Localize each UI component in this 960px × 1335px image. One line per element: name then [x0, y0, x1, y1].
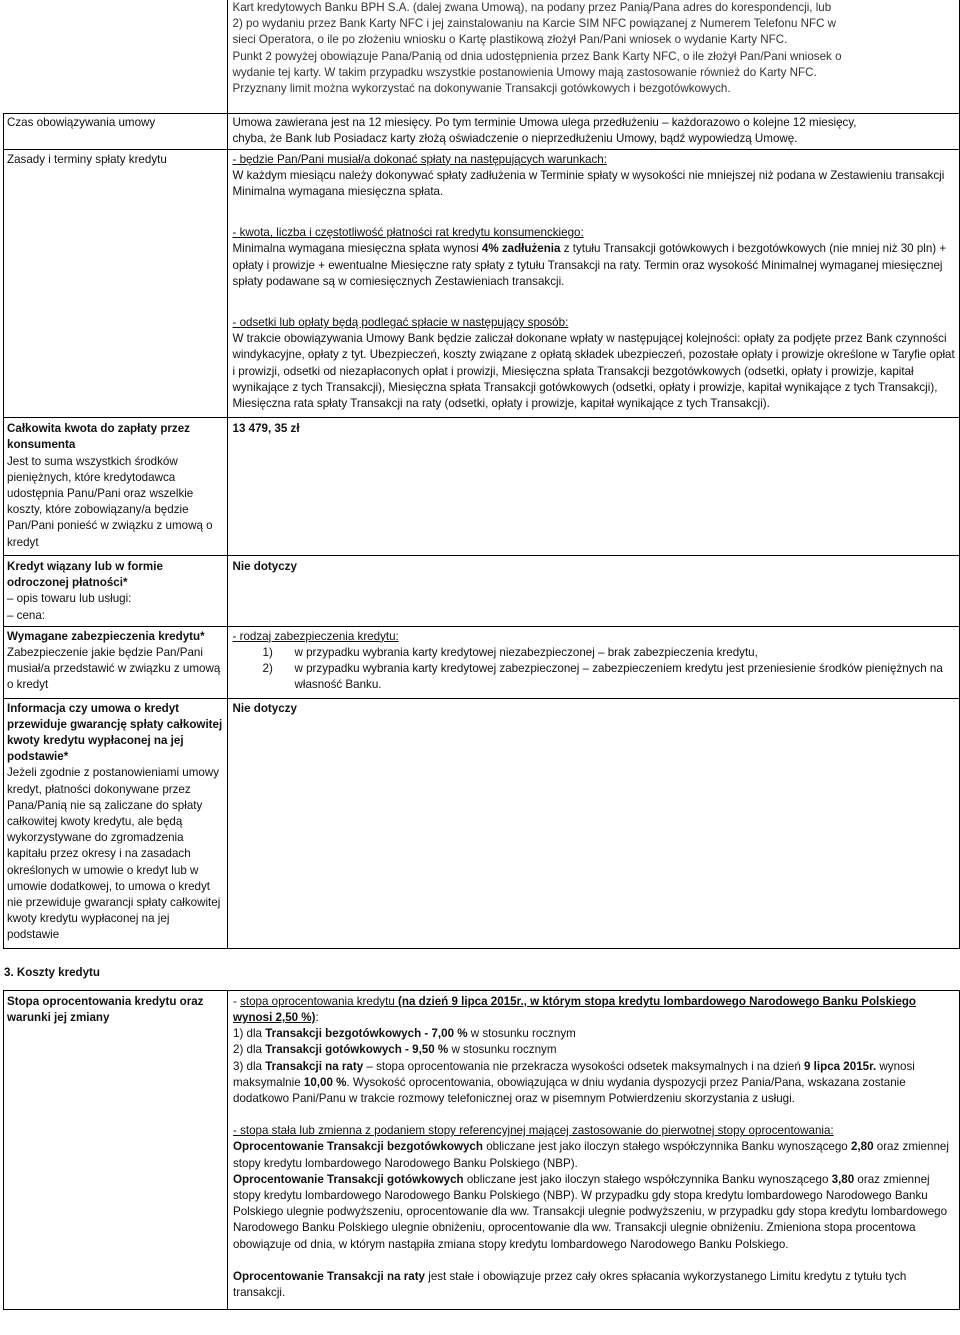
stopa-s3-e: jest stałe i obowiązuje przez cały okres spłacania wykorzystanego Limitu kredytu z tytułu tych transakcji. [233, 1269, 907, 1300]
top-line: 2) po wydaniu przez Bank Karty NFC i jej zainstalowaniu na Karcie SIM NFC powiązanej z Numerem Telefonu NFC w [232, 17, 837, 31]
top-left-cell [4, 0, 228, 101]
section-title: 3. Koszty kredytu [4, 965, 100, 979]
stopa-l3-a: 3) dla [233, 1059, 266, 1073]
top-line: Punkt 2 powyżej obowiązuje Pana/Panią od dnia udostępnienia przez Bank Karty NFC, o ile złożył Pan/Pani wniosek o [232, 49, 842, 63]
stopa-label: Stopa oprocentowania kredytu oraz warunki jej zmiany [4, 990, 228, 1309]
czas-text-1: Umowa zawierana jest na 12 miesięcy. Po tym terminie Umowa ulega przedłużeniu – każdorazowo o kolejne 12 miesięcy, [232, 116, 857, 130]
row-zabezpieczenia [4, 626, 960, 698]
row-calkowita [4, 418, 960, 556]
top-line: Kart kredytowych Banku BPH S.A. (dalej zwana Umową), na podany przez Panią/Pana adres do korespondencji, lub [232, 1, 832, 14]
stopa-l3-b: Transakcji na raty [265, 1059, 364, 1073]
wiazany-label [4, 555, 228, 626]
stopa-line-2 [233, 1042, 957, 1058]
stopa-l3-d: 9 lipca 2015r. [804, 1059, 877, 1073]
stopa-l3-e: wynosi maksymalnie [233, 1059, 915, 1089]
list-number: 1) [262, 645, 273, 659]
stopa-l1-b: Transakcji bezgotówkowych - 7,00 % [265, 1027, 468, 1041]
stopa-l3-g: . Wysokość oprocentowania, obowiązująca w dniu wydania dyspozycji przez Pania/Pana, wskazana zostanie dodatkowo Pani/Panu w trakcie rozmowy telefonicznej oraz w pisemnym Potwierdzeniu skorzystania z usługi. [233, 1075, 906, 1105]
stopa-head-u: stopa oprocentowania kredytu [240, 994, 395, 1008]
stopa-s2-b: Oprocentowanie Transakcji gotówkowych [233, 1172, 464, 1186]
zasady-value [227, 149, 959, 418]
row-zasady [4, 149, 960, 418]
stopa-s1-e: oraz zmiennej stopy kredytu lombardowego Narodowego Banku Polskiego (NBP). [233, 1140, 949, 1170]
row-czas [4, 114, 960, 149]
zabezpieczenia-value [227, 626, 959, 698]
zasady-label: Zasady i terminy spłaty kredytu [4, 149, 228, 418]
stopa-line-1 [233, 1026, 957, 1042]
list-text: w przypadku wybrania karty kredytowej zabezpieczonej – zabezpieczeniem kredytu jest przeniesienie środków pieniężnych na własność Banku. [294, 662, 943, 692]
stopa-head [233, 994, 957, 1026]
zasady-p1-head: - będzie Pan/Pani musiał/a dokonać spłaty na następujących warunkach: [232, 152, 607, 166]
stopa-s1-v: 2,80 [850, 1140, 874, 1154]
stopa-l1-c: w stosunku rocznym [467, 1027, 576, 1041]
calkowita-value: 13 479, 35 zł [227, 418, 959, 556]
row-stopa [4, 990, 960, 1309]
zabezpieczenia-label [4, 626, 228, 698]
stopa-s2-a: obliczane jest jako iloczyn stałego współczynnika Banku wynoszącego [463, 1172, 832, 1186]
terms-table [3, 0, 960, 949]
stopa-l1-a: 1) dla [233, 1027, 266, 1041]
stopa-s1-a: obliczane jest jako iloczyn stałego współczynnika Banku wynoszącego [482, 1140, 851, 1154]
wiazany-value: Nie dotyczy [227, 555, 959, 626]
stopa-s1-b: Oprocentowanie Transakcji bezgotówkowych [233, 1140, 483, 1154]
stopa-l3-f: 10,00 % [303, 1075, 347, 1089]
wiazany-label-bold: Kredyt wiązany lub w formie odroczonej płatności* [7, 559, 163, 590]
costs-table [3, 990, 960, 1310]
zasady-p2-b: 4% zadłużenia [481, 242, 561, 256]
stopa-l2-c: w stosunku rocznym [448, 1043, 557, 1057]
calkowita-label [4, 418, 228, 556]
wiazany-item-2: – cena: [7, 608, 46, 622]
row-wiazany [4, 555, 960, 626]
list-number: 2) [262, 662, 273, 676]
stopa-s2-v: 3,80 [831, 1172, 855, 1186]
stopa-s3-b: Oprocentowanie Transakcji na raty [233, 1269, 426, 1283]
top-line: sieci Operatora, o ile po złożeniu wniosku o Kartę plastikową złożył Pan/Pani wniosek o wydanie Karty NFC. [232, 33, 788, 47]
wiazany-item-1: – opis towaru lub usługi: [7, 592, 132, 606]
top-line: wydanie tej karty. W takim przypadku wszystkie postanowienia Umowy mają zastosowanie również do Karty NFC. [232, 65, 817, 79]
list-item [233, 661, 957, 693]
zasady-p3-body: W trakcie obowiązywania Umowy Bank będzie zaliczał dokonane wpłaty w następującej kolejności: opłaty za podjęte przez Bank czynności windykacyjne, opłaty z tyt. Ubezpieczeń, koszty związane z opłatą składek ubezpieczeń, pozostałe opłaty i prowizje określone w Taryfie opłat i prowizji, odsetki od niezapłaconych opłat i prowizji, Miesięczna spłata Transakcji bezgotówkowych (odsetki, opłaty i prowizje, kapitał wynikające z tych Transakcji), Miesięczna spłata Transakcji gotówkowych (odsetki, opłaty i prowizje, kapitał wynikające z tych Transakcji), Miesięczna rata spłaty Transakcji na raty (odsetki, opłaty i prowizje, kapitał wynikające z tych Transakcji). [232, 332, 955, 411]
top-row [4, 0, 960, 101]
gwarancja-value: Nie dotyczy [227, 698, 959, 948]
zabezpieczenia-label-bold: Wymagane zabezpieczenia kredytu* [7, 629, 205, 643]
czas-label: Czas obowiązywania umowy [4, 114, 228, 149]
calkowita-label-bold: Całkowita kwota do zapłaty przez konsumenta [7, 422, 190, 452]
zabezpieczenia-head: - rodzaj zabezpieczenia kredytu: [232, 629, 399, 643]
stopa-l3-c: – stopa oprocentowania nie przekracza wysokości odsetek maksymalnych i na dzień [363, 1059, 804, 1073]
row-gwarancja [4, 698, 960, 948]
zasady-p2-head: - kwota, liczba i częstotliwość płatności rat kredytu konsumenckiego: [232, 226, 584, 240]
stopa-head-bold: (na dzień 9 lipca 2015r., w którym stopa kredytu lombardowego Narodowego Banku Polskiego wynosi 2,50 %) [233, 994, 916, 1024]
list-item [233, 645, 957, 661]
stopa-l2-a: 2) dla [233, 1043, 266, 1057]
calkowita-label-text: Jest to suma wszystkich środków pieniężnych, które kredytodawca udostępnia Panu/Pani oraz wszelkie koszty, które zobowiązany/a będzie Pan/Pani ponieść w związku z umową o kredyt [7, 454, 213, 549]
czas-value [227, 114, 959, 149]
czas-text-2: chyba, że Bank lub Posiadacz karty złożą oświadczenie o nieprzedłużeniu Umowy, bądź wypowiedzą Umowę. [232, 132, 798, 146]
stopa-s2-e: oraz zmiennej stopy kredytu lombardowego Narodowego Banku Polskiego (NBP). W przypadku gdy stopa kredytu lombardowego Narodowego Banku Polskiego ulegnie podwyższeniu, oprocentowanie dla ww. Transakcji ulegnie podwyższeniu, w przypadku gdy stopa kredytu lombardowego Narodowego Banku Polskiego ulegnie obniżeniu, oprocentowanie dla ww. Transakcji ulegnie obniżeniu. Zmieniona stopa procentowa obowiązuje od dnia, w którym nastąpiła zmiana stopy kredytu lombardowego Narodowego Banku Polskiego. [233, 1172, 948, 1251]
stopa-l2-b: Transakcji gotówkowych - 9,50 % [265, 1043, 449, 1057]
stopa-head-pre: - [233, 994, 241, 1008]
stopa-head-end: : [315, 1010, 319, 1024]
zabezpieczenia-list [233, 645, 957, 694]
zasady-p1-body: W każdym miesiącu należy dokonywać spłaty zadłużenia w Terminie spłaty w wysokości nie mniejszej niż podana w Zestawieniu transakcji Minimalna wymagana miesięczna spłata. [232, 168, 945, 199]
stopa-s-head: - stopa stała lub zmienna z podaniem stopy referencyjnej mającej zastosowanie do pierwotnej stopy oprocentowania: [233, 1124, 834, 1138]
gwarancja-label [4, 698, 228, 948]
zasady-p2-c: z tytułu Transakcji gotówkowych i bezgotówkowych (nie mniej niż 30 pln) + opłaty i prowizje + ewentualne Miesięczne raty spłaty z tytułu Transakcji na raty. Termin oraz wysokość Minimalnej wymaganej miesięcznej spłaty podawane są w comiesięcznych Zestawieniach transakcji. [232, 242, 947, 288]
stopa-line-3 [233, 1059, 957, 1108]
zasady-p2-a: Minimalna wymagana miesięczna spłata wynosi [232, 242, 482, 256]
stopa-value [228, 990, 960, 1309]
stopa-s3 [233, 1269, 957, 1301]
list-text: w przypadku wybrania karty kredytowej niezabezpieczonej – brak zabezpieczenia kredytu, [294, 645, 758, 659]
top-line: Przyznany limit można wykorzystać na dokonywanie Transakcji gotówkowych i bezgotówkowych. [232, 82, 731, 96]
gwarancja-label-bold: Informacja czy umowa o kredyt przewiduje gwarancję spłaty całkowitej kwoty kredytu wypłaconej na jej podstawie* [7, 701, 223, 764]
gwarancja-label-text: Jeżeli zgodnie z postanowieniami umowy kredyt, płatności dokonywane przez Pana/Panią nie są zaliczane do spłaty całkowitej kwoty kredytu, ale będą wykorzystywane do zgromadzenia kapitału przez okresy i na zasadach określonych w umowie o kredyt lub w umowie dodatkowej, to umowa o kredyt nie przewiduje gwarancji spłaty całkowitej kwoty kredytu wypłaconej na jej podstawie [7, 766, 221, 942]
stopa-s1 [233, 1139, 957, 1171]
zasady-p2-body [233, 241, 957, 290]
zasady-p3-head: - odsetki lub opłaty będą podlegać spłacie w następujący sposób: [232, 316, 569, 330]
stopa-s2 [233, 1172, 957, 1253]
top-continuation-text [227, 0, 959, 101]
zabezpieczenia-label-text: Zabezpieczenie jakie będzie Pan/Pani musiał/a przedstawić w związku z umową o kredyt [7, 645, 221, 692]
